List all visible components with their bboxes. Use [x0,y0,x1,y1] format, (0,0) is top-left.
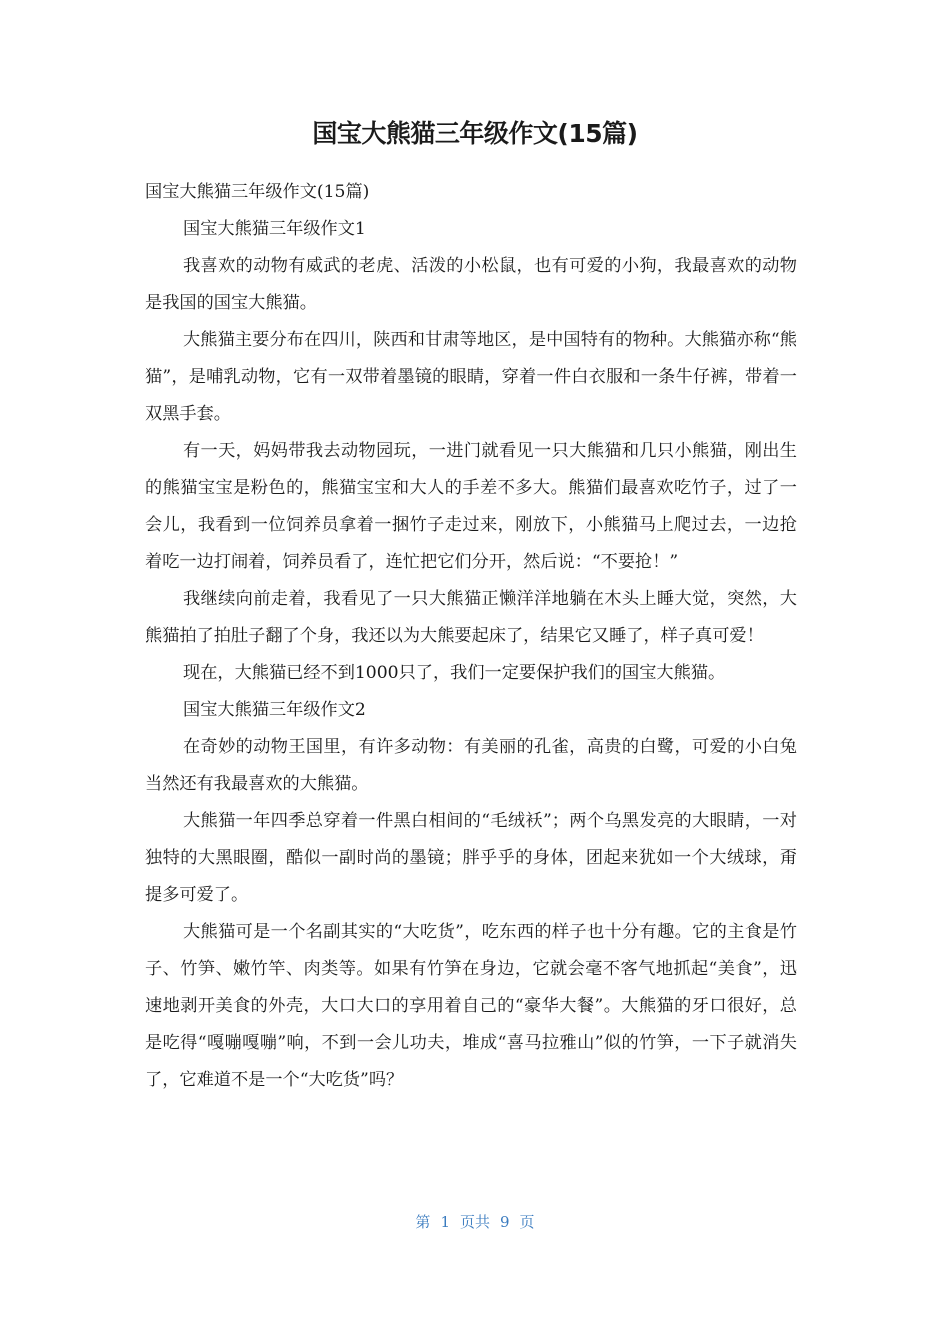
section-heading: 国宝大熊猫三年级作文2 [183,700,366,720]
paragraph: 大熊猫主要分布在四川，陕西和甘肃等地区，是中国特有的物种。大熊猫亦称“熊猫”，是哺乳动物，它有一双带着墨镜的眼睛，穿着一件白衣服和一条牛仔裤，带着一双黑手套。 [145,330,797,424]
footer-middle: 页共 [459,1213,490,1231]
document-body [145,174,797,1099]
paragraph: 大熊猫可是一个名副其实的“大吃货”，吃东西的样子也十分有趣。它的主食是竹子、竹笋、嫩竹竿、肉类等。如果有竹笋在身边，它就会毫不客气地抓起“美食”，迅速地剥开美食的外壳，大口大口的享用着自己的“豪华大餐”。大熊猫的牙口很好，总是吃得“嘎嘣嘎嘣”响，不到一会儿功夫，堆成“喜马拉雅山”似的竹笋，一下子就消失了，它难道不是一个“大吃货”吗？ [145,922,797,1090]
paragraph: 我喜欢的动物有威武的老虎、活泼的小松鼠，也有可爱的小狗，我最喜欢的动物是我国的国宝大熊猫。 [145,256,797,313]
paragraph: 我继续向前走着，我看见了一只大熊猫正懒洋洋地躺在木头上睡大觉，突然，大熊猫拍了拍肚子翻了个身，我还以为大熊要起床了，结果它又睡了，样子真可爱！ [145,589,797,646]
paragraph: 大熊猫一年四季总穿着一件黑白相间的“毛绒袄”；两个乌黑发亮的大眼睛，一对独特的大黑眼圈，酷似一副时尚的墨镜；胖乎乎的身体，团起来犹如一个大绒球，甭提多可爱了。 [145,811,797,905]
page-number: 1 [440,1213,450,1231]
footer-suffix: 页 [519,1213,535,1231]
document-title: 国宝大熊猫三年级作文(15篇) [312,119,638,148]
paragraph: 现在，大熊猫已经不到1000只了，我们一定要保护我们的国宝大熊猫。 [183,663,726,683]
page-footer [0,1211,950,1232]
footer-prefix: 第 [415,1213,431,1231]
paragraph: 有一天，妈妈带我去动物园玩，一进门就看见一只大熊猫和几只小熊猫，刚出生的熊猫宝宝是粉色的，熊猫宝宝和大人的手差不多大。熊猫们最喜欢吃竹子，过了一会儿，我看到一位饲养员拿着一捆竹子走过来，刚放下，小熊猫马上爬过去，一边抢着吃一边打闹着，饲养员看了，连忙把它们分开，然后说：“不要抢！” [145,441,797,572]
section-heading: 国宝大熊猫三年级作文1 [183,219,366,239]
paragraph: 在奇妙的动物王国里，有许多动物：有美丽的孔雀，高贵的白鹭，可爱的小白兔当然还有我最喜欢的大熊猫。 [145,737,797,794]
paragraph: 国宝大熊猫三年级作文(15篇) [145,182,370,202]
page-total: 9 [500,1213,510,1231]
